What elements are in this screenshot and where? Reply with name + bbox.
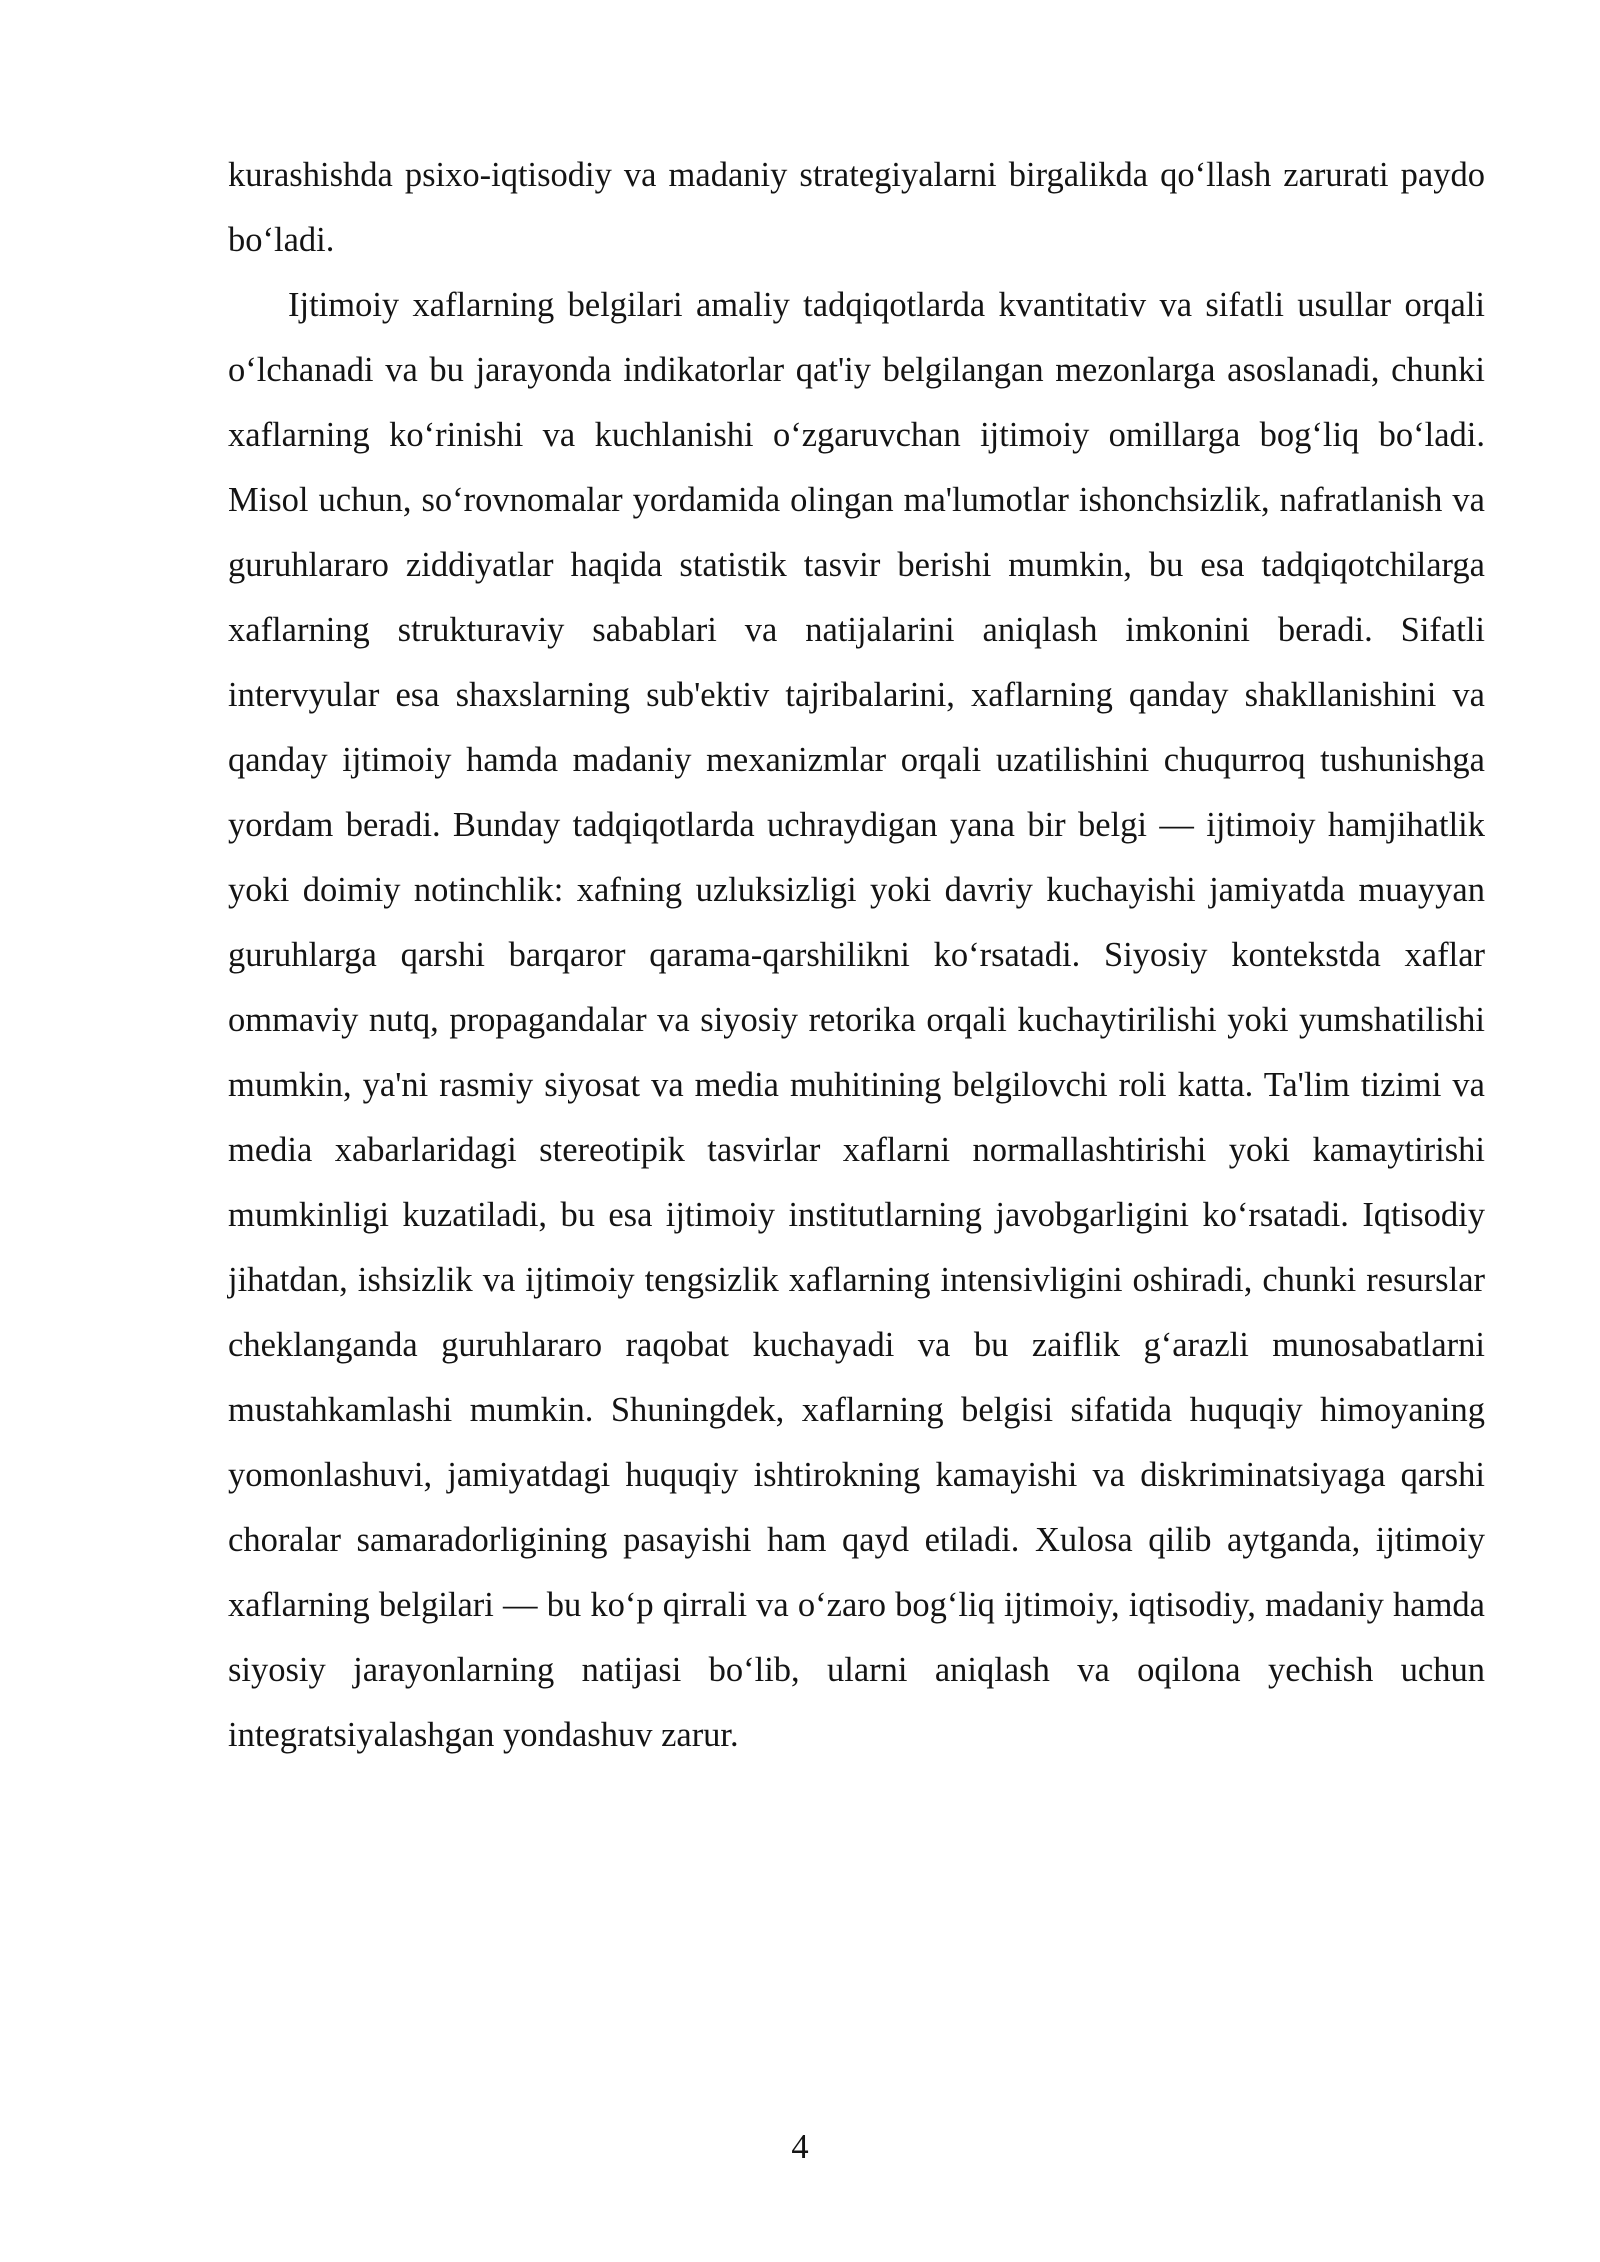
body-text [228, 143, 1485, 1768]
page-number: 4 [791, 2128, 809, 2166]
paragraph-continuation: kurashishda psixo-iqtisodiy va madaniy strategiyalarni birgalikda qo‘llash zarurati paydo bo‘ladi. [228, 156, 1485, 259]
paragraph-main: Ijtimoiy xaflarning belgilari amaliy tadqiqotlarda kvantitativ va sifatli usullar orqali o‘lchanadi va bu jarayonda indikatorlar qat'iy belgilangan mezonlarga asoslanadi, chunki xaflarning ko‘rinishi va kuchlanishi o‘zgaruvchan ijtimoiy omillarga bog‘liq bo‘ladi. Misol uchun, so‘rovnomalar yordamida olingan ma'lumotlar ishonchsizlik, nafratlanish va guruhlararo ziddiyatlar haqida statistik tasvir berishi mumkin, bu esa tadqiqotchilarga xaflarning strukturaviy sabablari va natijalarini aniqlash imkonini beradi. Sifatli intervyular esa shaxslarning sub'ektiv tajribalarini, xaflarning qanday shakllanishini va qanday ijtimoiy hamda madaniy mexanizmlar orqali uzatilishini chuqurroq tushunishga yordam beradi. Bunday tadqiqotlarda uchraydigan yana bir belgi — ijtimoiy hamjihatlik yoki doimiy notinchlik: xafning uzluksizligi yoki davriy kuchayishi jamiyatda muayyan guruhlarga qarshi barqaror qarama-qarshilikni ko‘rsatadi. Siyosiy kontekstda xaflar ommaviy nutq, propagandalar va siyosiy retorika orqali kuchaytirilishi yoki yumshatilishi mumkin, ya'ni rasmiy siyosat va media muhitining belgilovchi roli katta. Ta'lim tizimi va media xabarlaridagi stereotipik tasvirlar xaflarni normallashtirishi yoki kamaytirishi mumkinligi kuzatiladi, bu esa ijtimoiy institutlarning javobgarligini ko‘rsatadi. Iqtisodiy jihatdan, ishsizlik va ijtimoiy tengsizlik xaflarning intensivligini oshiradi, chunki resurslar cheklanganda guruhlararo raqobat kuchayadi va bu zaiflik g‘arazli munosabatlarni mustahkamlashi mumkin. Shuningdek, xaflarning belgisi sifatida huquqiy himoyaning yomonlashuvi, jamiyatdagi huquqiy ishtirokning kamayishi va diskriminatsiyaga qarshi choralar samaradorligining pasayishi ham qayd etiladi. Xulosa qilib aytganda, ijtimoiy xaflarning belgilari — bu ko‘p qirrali va o‘zaro bog‘liq ijtimoiy, iqtisodiy, madaniy hamda siyosiy jarayonlarning natijasi bo‘lib, ularni aniqlash va oqilona yechish uchun integratsiyalashgan yondashuv zarur. [228, 286, 1485, 1754]
